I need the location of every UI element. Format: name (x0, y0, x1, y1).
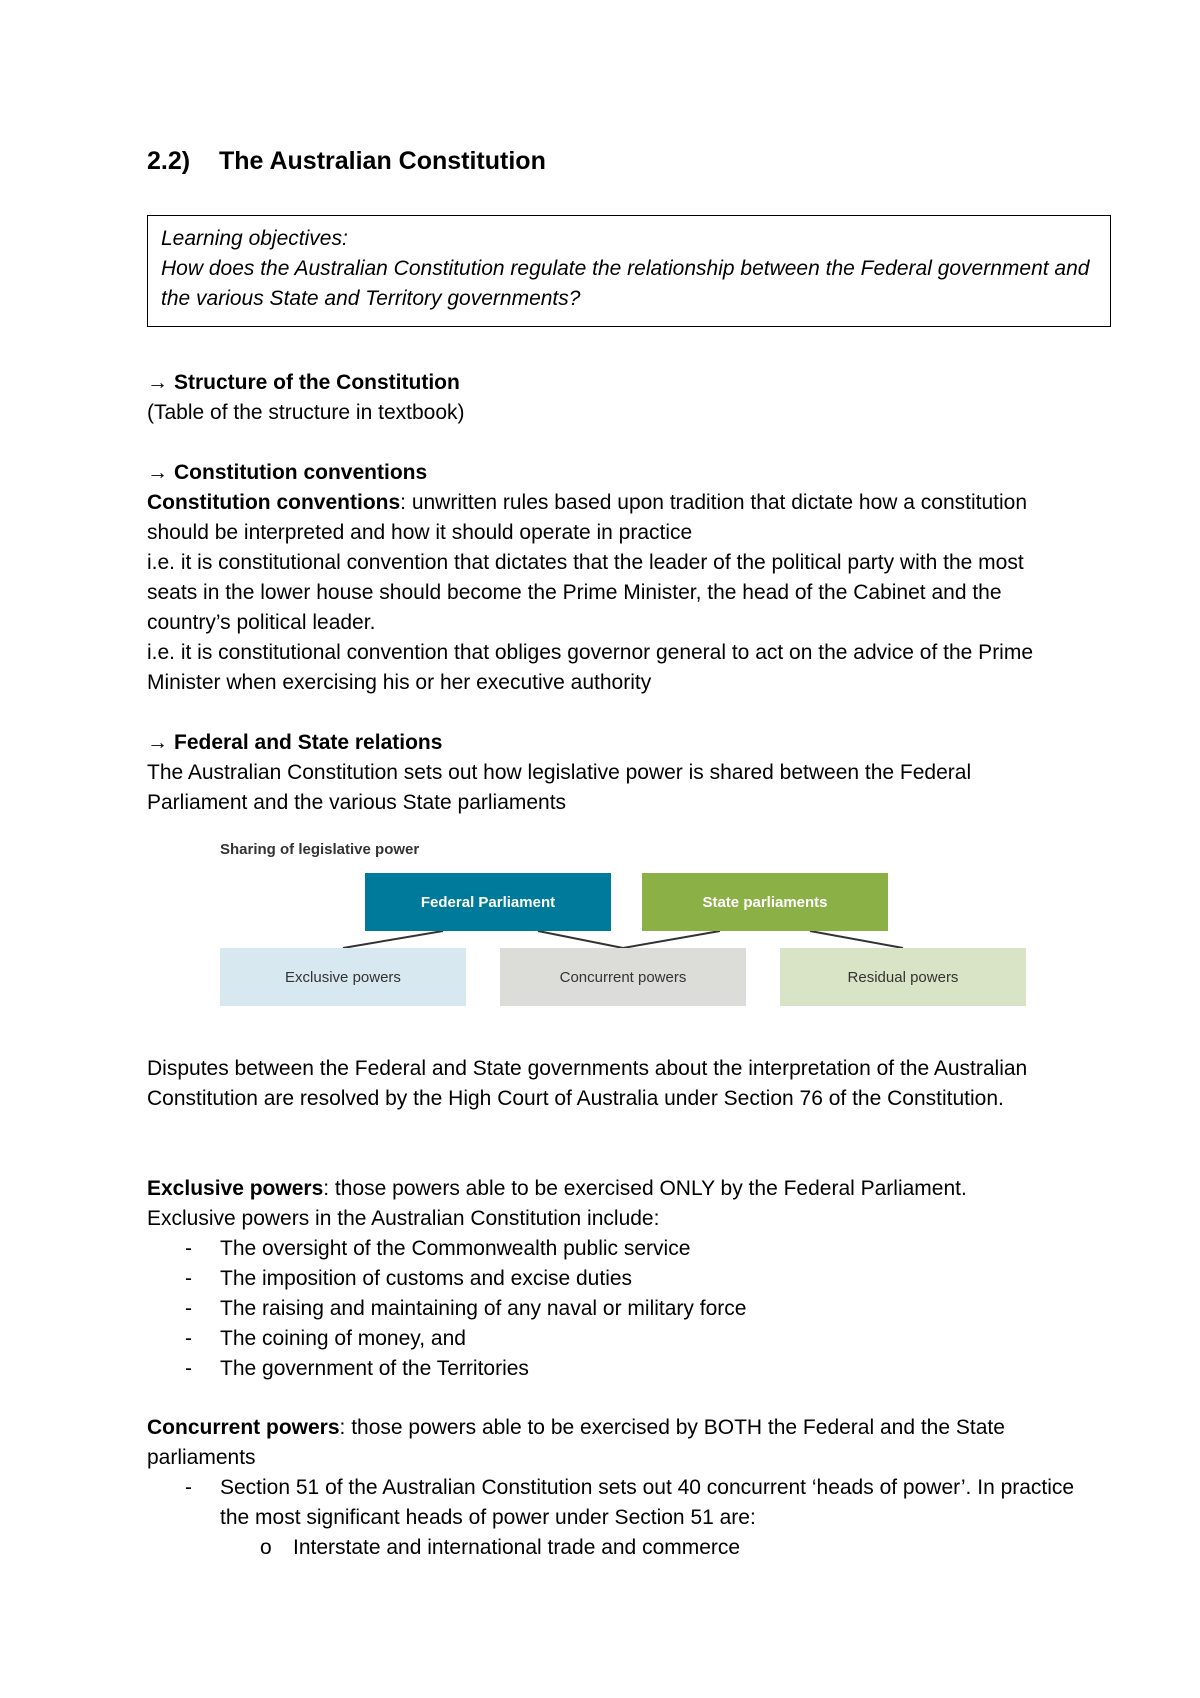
relations-body: The Australian Constitution sets out how legislative power is shared between the Federal Parliament and the various State parliaments (147, 761, 972, 814)
structure-body: (Table of the structure in textbook) (147, 401, 465, 424)
disputes-paragraph: Disputes between the Federal and State governments about the interpretation of the Australian Constitution are resolved by the High Court of Australia under Section 76 of the Constitution. (147, 1057, 1028, 1110)
learning-objectives-box (147, 215, 1111, 327)
list-item: - The raising and maintaining of any naval or military force (147, 1294, 1077, 1324)
conventions-example-1: i.e. it is constitutional convention that dictates that the leader of the political party with the most seats in the lower house should become the Prime Minister, the head of the Cabinet and the country’s political leader. (147, 551, 1024, 634)
list-item: - The imposition of customs and excise duties (147, 1264, 1077, 1294)
state-parliaments-box: State parliaments (642, 873, 888, 931)
relations-section (147, 728, 1077, 818)
list-item: - Section 51 of the Australian Constitution sets out 40 concurrent ‘heads of power’. In practice the most significant heads of power under Section 51 are: (147, 1473, 1077, 1533)
concurrent-powers-box: Concurrent powers (500, 948, 746, 1006)
conventions-definition: Constitution conventions: unwritten rules based upon tradition that dictate how a constitution should be interpreted and how it should operate in practice (147, 491, 1028, 544)
arrow-icon: → (147, 371, 168, 394)
section-number: 2.2) (147, 147, 191, 175)
exclusive-intro: Exclusive powers in the Australian Constitution include: (147, 1207, 660, 1230)
arrow-icon: → (147, 461, 168, 484)
list-item: - The coining of money, and (147, 1324, 1077, 1354)
connector-federal-exclusive (343, 931, 443, 948)
relations-heading: → Federal and State relations (147, 731, 443, 754)
concurrent-powers-section (147, 1413, 1077, 1563)
connector-federal-concurrent (538, 931, 623, 948)
arrow-icon: → (147, 731, 168, 754)
connector-state-concurrent (623, 931, 720, 948)
concurrent-subitems-list (147, 1533, 1077, 1563)
residual-powers-box: Residual powers (780, 948, 1026, 1006)
section-heading (147, 147, 546, 176)
concurrent-powers-list (147, 1473, 1077, 1533)
federal-parliament-box: Federal Parliament (365, 873, 611, 931)
exclusive-powers-section (147, 1174, 1077, 1384)
connector-state-residual (810, 931, 903, 948)
objectives-question: How does the Australian Constitution regulate the relationship between the Federal government and the various State and Territory governments? (161, 257, 1090, 310)
conventions-heading: → Constitution conventions (147, 461, 428, 484)
objectives-label: Learning objectives: (161, 227, 348, 250)
structure-heading: → Structure of the Constitution (147, 371, 460, 394)
diagram-title: Sharing of legislative power (220, 841, 420, 858)
section-title: The Australian Constitution (219, 147, 546, 175)
exclusive-powers-list (147, 1234, 1077, 1384)
exclusive-definition: Exclusive powers: those powers able to be exercised ONLY by the Federal Parliament. (147, 1177, 967, 1200)
conventions-section (147, 458, 1077, 698)
exclusive-powers-box: Exclusive powers (220, 948, 466, 1006)
list-item: o Interstate and international trade and commerce (147, 1533, 1077, 1563)
list-item: - The government of the Territories (147, 1354, 1077, 1384)
list-item: - The oversight of the Commonwealth public service (147, 1234, 1077, 1264)
conventions-example-2: i.e. it is constitutional convention that obliges governor general to act on the advice of the Prime Minister when exercising his or her executive authority (147, 641, 1034, 694)
concurrent-definition: Concurrent powers: those powers able to be exercised by BOTH the Federal and the State parliaments (147, 1416, 1005, 1469)
structure-section (147, 368, 1077, 428)
legislative-power-diagram (220, 835, 1030, 1010)
